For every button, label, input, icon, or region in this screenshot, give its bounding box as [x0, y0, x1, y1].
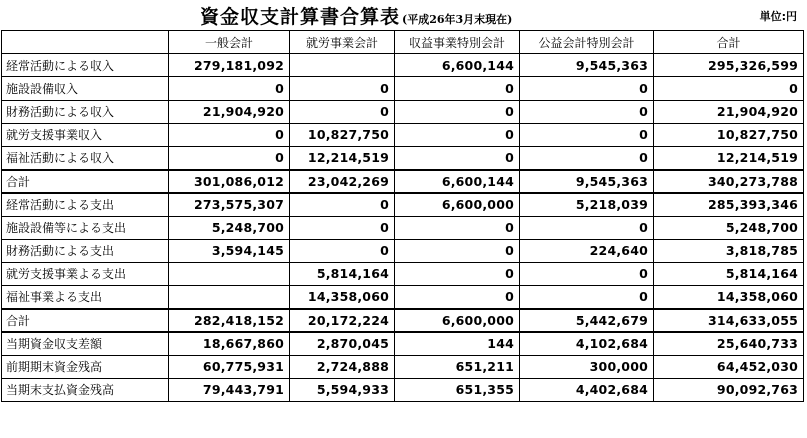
value-cell: 0 [290, 216, 395, 239]
value-cell: 5,594,933 [290, 378, 395, 401]
value-cell: 273,575,307 [169, 193, 290, 216]
value-cell: 5,814,164 [654, 262, 804, 285]
value-cell: 64,452,030 [654, 355, 804, 378]
value-cell: 5,248,700 [169, 216, 290, 239]
value-cell: 6,600,000 [395, 309, 520, 332]
table-row [2, 262, 804, 285]
value-cell: 295,326,599 [654, 54, 804, 77]
value-cell: 0 [520, 77, 654, 100]
value-cell: 21,904,920 [169, 100, 290, 123]
value-cell: 23,042,269 [290, 170, 395, 193]
value-cell: 0 [520, 262, 654, 285]
value-cell [290, 54, 395, 77]
title-date: (平成26年3月末現在) [402, 13, 513, 26]
table-row [2, 123, 804, 146]
value-cell: 0 [290, 100, 395, 123]
table-body [2, 54, 804, 402]
value-cell: 14,358,060 [290, 286, 395, 309]
value-cell: 3,818,785 [654, 239, 804, 262]
value-cell: 651,355 [395, 378, 520, 401]
value-cell: 0 [520, 286, 654, 309]
value-cell: 314,633,055 [654, 309, 804, 332]
value-cell: 0 [395, 146, 520, 169]
value-cell: 279,181,092 [169, 54, 290, 77]
value-cell: 4,102,684 [520, 332, 654, 355]
value-cell: 79,443,791 [169, 378, 290, 401]
value-cell: 0 [395, 286, 520, 309]
cashflow-table [1, 30, 804, 402]
value-cell: 25,640,733 [654, 332, 804, 355]
value-cell: 0 [169, 77, 290, 100]
value-cell: 6,600,144 [395, 54, 520, 77]
value-cell: 4,402,684 [520, 378, 654, 401]
value-cell: 0 [395, 100, 520, 123]
table-row [2, 100, 804, 123]
table-row [2, 216, 804, 239]
row-label: 施設設備等による支出 [2, 216, 169, 239]
row-label: 財務活動による支出 [2, 239, 169, 262]
value-cell: 0 [395, 216, 520, 239]
table-row [2, 77, 804, 100]
value-cell: 5,442,679 [520, 309, 654, 332]
header-row [2, 31, 804, 54]
header-cell-label [2, 31, 169, 54]
value-cell: 0 [654, 77, 804, 100]
value-cell: 224,640 [520, 239, 654, 262]
value-cell: 0 [290, 77, 395, 100]
table-row [2, 239, 804, 262]
title-row [0, 0, 807, 30]
unit-label: 単位:円 [759, 10, 797, 23]
row-label: 当期末支払資金残高 [2, 378, 169, 401]
table-row [2, 378, 804, 401]
value-cell: 20,172,224 [290, 309, 395, 332]
value-cell: 340,273,788 [654, 170, 804, 193]
value-cell: 0 [290, 239, 395, 262]
value-cell: 282,418,152 [169, 309, 290, 332]
value-cell: 144 [395, 332, 520, 355]
value-cell: 5,218,039 [520, 193, 654, 216]
value-cell: 2,870,045 [290, 332, 395, 355]
value-cell: 300,000 [520, 355, 654, 378]
table-row [2, 146, 804, 169]
table-row [2, 332, 804, 355]
header-cell-total: 合計 [654, 31, 804, 54]
value-cell: 0 [395, 262, 520, 285]
header-cell-public: 公益会計特別会計 [520, 31, 654, 54]
header-cell-profit: 収益事業特別会計 [395, 31, 520, 54]
value-cell: 12,214,519 [290, 146, 395, 169]
header-cell-employment: 就労事業会計 [290, 31, 395, 54]
row-label: 前期期末資金残高 [2, 355, 169, 378]
row-label: 福祉活動による収入 [2, 146, 169, 169]
row-label: 就労支援事業よる支出 [2, 262, 169, 285]
table-row [2, 286, 804, 309]
value-cell: 0 [290, 193, 395, 216]
value-cell: 0 [520, 146, 654, 169]
row-label: 当期資金収支差額 [2, 332, 169, 355]
row-label: 経常活動による支出 [2, 193, 169, 216]
value-cell: 0 [395, 239, 520, 262]
value-cell: 3,594,145 [169, 239, 290, 262]
value-cell: 14,358,060 [654, 286, 804, 309]
table-row [2, 170, 804, 193]
value-cell: 5,814,164 [290, 262, 395, 285]
value-cell: 18,667,860 [169, 332, 290, 355]
value-cell: 21,904,920 [654, 100, 804, 123]
value-cell: 2,724,888 [290, 355, 395, 378]
row-label: 福祉事業よる支出 [2, 286, 169, 309]
header-cell-general: 一般会計 [169, 31, 290, 54]
value-cell: 651,211 [395, 355, 520, 378]
value-cell: 0 [520, 216, 654, 239]
row-label: 経常活動による収入 [2, 54, 169, 77]
row-label: 合計 [2, 309, 169, 332]
value-cell: 0 [169, 146, 290, 169]
table-row [2, 355, 804, 378]
row-label: 合計 [2, 170, 169, 193]
value-cell: 0 [520, 123, 654, 146]
title-main: 資金収支計算書合算表 [200, 6, 401, 28]
value-cell: 5,248,700 [654, 216, 804, 239]
value-cell: 10,827,750 [290, 123, 395, 146]
value-cell: 60,775,931 [169, 355, 290, 378]
value-cell: 0 [520, 100, 654, 123]
document-title [200, 2, 512, 29]
value-cell: 6,600,144 [395, 170, 520, 193]
value-cell: 0 [169, 123, 290, 146]
value-cell: 6,600,000 [395, 193, 520, 216]
value-cell: 10,827,750 [654, 123, 804, 146]
value-cell: 12,214,519 [654, 146, 804, 169]
table-row [2, 193, 804, 216]
row-label: 施設設備収入 [2, 77, 169, 100]
value-cell: 301,086,012 [169, 170, 290, 193]
value-cell: 285,393,346 [654, 193, 804, 216]
value-cell [169, 262, 290, 285]
row-label: 財務活動による収入 [2, 100, 169, 123]
row-label: 就労支援事業収入 [2, 123, 169, 146]
table-row [2, 54, 804, 77]
value-cell: 90,092,763 [654, 378, 804, 401]
value-cell: 9,545,363 [520, 54, 654, 77]
value-cell: 0 [395, 123, 520, 146]
value-cell [169, 286, 290, 309]
table-row [2, 309, 804, 332]
value-cell: 9,545,363 [520, 170, 654, 193]
value-cell: 0 [395, 77, 520, 100]
